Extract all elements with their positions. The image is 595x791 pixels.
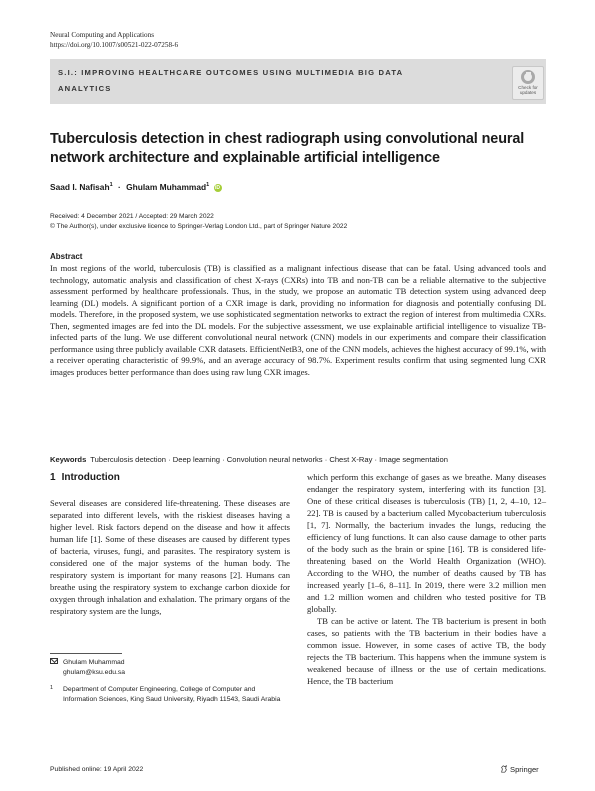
article-history	[50, 212, 347, 232]
author-muhammad[interactable]: Ghulam Muhammad	[126, 182, 207, 192]
check-for-updates-badge[interactable]	[512, 66, 544, 100]
refresh-icon	[521, 70, 535, 84]
affiliation-text: Department of Computer Engineering, College of Computer and Information Sciences, King Saud University, Riyadh 11543, Saudi Arabia	[63, 686, 281, 703]
author-list	[50, 182, 222, 192]
affiliation-number: 1	[50, 685, 54, 691]
publisher-name: Springer	[510, 765, 539, 774]
contact-name: Ghulam Muhammad	[63, 659, 125, 666]
contact-email[interactable]: ghulam@ksu.edu.sa	[63, 668, 126, 676]
abstract-heading: Abstract	[50, 252, 83, 261]
author-separator: ·	[117, 182, 121, 192]
right-column	[307, 471, 546, 687]
intro-paragraph-right-2: TB can be active or latent. The TB bacterium is present in both cases, so patients with the TB bacterium in their bodies have a common issue. However, in some cases of active TB, the body rejects the TB bacterium. This happens when the immune system is weakened because of illness or the use of certain medications. Hence, the TB bacterium	[307, 616, 546, 686]
envelope-icon	[50, 658, 58, 664]
footnote-divider	[50, 653, 122, 654]
publisher-logo	[500, 765, 539, 774]
section-number: 1	[50, 472, 56, 483]
special-issue-banner	[50, 59, 546, 104]
check-updates-line1: Check for	[518, 85, 538, 90]
corresponding-author	[50, 658, 290, 677]
affiliation-footnote	[50, 685, 290, 704]
doi-link[interactable]: https://doi.org/10.1007/s00521-022-07258-6	[50, 41, 179, 49]
abstract-text: In most regions of the world, tuberculosis (TB) is classified as a malignant infectious disease that can be fatal. Using advanced tools and technology, automatic analysis and classification of chest X-rays (CXRs) into TB and non-TB can be a reliable alternative to the subjective assessment performed by healthcare professionals. Thus, in the study, we propose an automatic TB detection system using advanced deep learning (DL) models. A significant portion of a CXR image is dark, providing no information for diagnosis and potentially confusing DL models. Therefore, in the proposed system, we use sophisticated segmentation networks to extract the region of interest from multimedia CXRs. Then, segmented images are fed into the DL models. For the subjective assessment, we use explainable artificial intelligence to visualize TB-infected parts of the lung. We use different convolutional neural network (CNN) models in our experiments and compare their classification performance using three publicly available CXR datasets. EfficientNetB3, one of the CNN models, achieves the highest accuracy of 99.1%, with a receiver operating characteristic of 99.9%, and an average accuracy of 98.7%. Experiment results confirm that using segmented lung CXR images produces better performance than does using raw lung CXR images.	[50, 263, 546, 377]
keywords	[50, 455, 546, 464]
copyright-notice: © The Author(s), under exclusive licence to Springer-Verlag London Ltd., part of Springer Nature 2022	[50, 223, 348, 230]
check-updates-line2: updates	[519, 90, 537, 95]
intro-paragraph-right-1: which perform this exchange of gases as we breathe. Many diseases endanger the respiratory system, interfering with its function [3]. One of these critical diseases is tuberculosis (TB) [1, 2, 4–10, 12–22]. TB is caused by a bacterium called Mycobacterium tuberculosis [1, 7]. Normally, the bacterium invades the lungs, reducing the efficiency of lung functions. It can also cause damage to other parts of the body such as the brain or spine [16]. TB is considered life-threatening based on the World Health Organization (WHO). According to the WHO, the number of deaths caused by TB has increased yearly [1–6, 8–11]. In 2019, there were 3.2 million men and 1.2 million women and children who tested positive for TB globally.	[307, 472, 546, 614]
keywords-text: Tuberculosis detection · Deep learning · Convolution neural networks · Chest X-Ray · Image segmentation	[90, 455, 448, 464]
author-nafisah[interactable]: Saad I. Nafisah	[50, 182, 110, 192]
left-column	[50, 497, 290, 617]
keywords-label: Keywords	[50, 455, 87, 464]
published-online: Published online: 19 April 2022	[50, 766, 144, 773]
article-title: Tuberculosis detection in chest radiograph using convolutional neural network architecture and explainable artificial intelligence	[50, 131, 525, 166]
orcid-icon[interactable]: iD	[215, 185, 221, 191]
springer-horse-icon	[500, 765, 508, 773]
section-heading-introduction	[50, 472, 120, 483]
special-issue-label: S.I.: IMPROVING HEALTHCARE OUTCOMES USING MULTIMEDIA BIG DATA ANALYTICS	[58, 68, 404, 93]
author1-affiliation: 1	[109, 182, 113, 189]
journal-header	[50, 30, 178, 50]
received-accepted-dates: Received: 4 December 2021 / Accepted: 29 March 2022	[50, 213, 214, 220]
author2-affiliation: 1	[206, 182, 210, 189]
journal-name: Neural Computing and Applications	[50, 31, 155, 39]
intro-paragraph-left: Several diseases are considered life-threatening. These diseases are separated into different levels, with the riskiest diseases having a higher level. Risk factors depend on the disease and how it affects human life [1]. Some of these diseases are caused by different types of bacteria, viruses, fungi, and parasites. The respiratory system is considered one of the major systems of the human body. The respiratory system is important for many reasons [2]. Humans can breathe using the respiratory system to exchange carbon dioxide for oxygen through inhalation and exhalation. The primary organs of the respiratory system are the lungs,	[50, 498, 290, 616]
check-updates-text	[513, 85, 543, 95]
section-title: Introduction	[61, 472, 120, 483]
